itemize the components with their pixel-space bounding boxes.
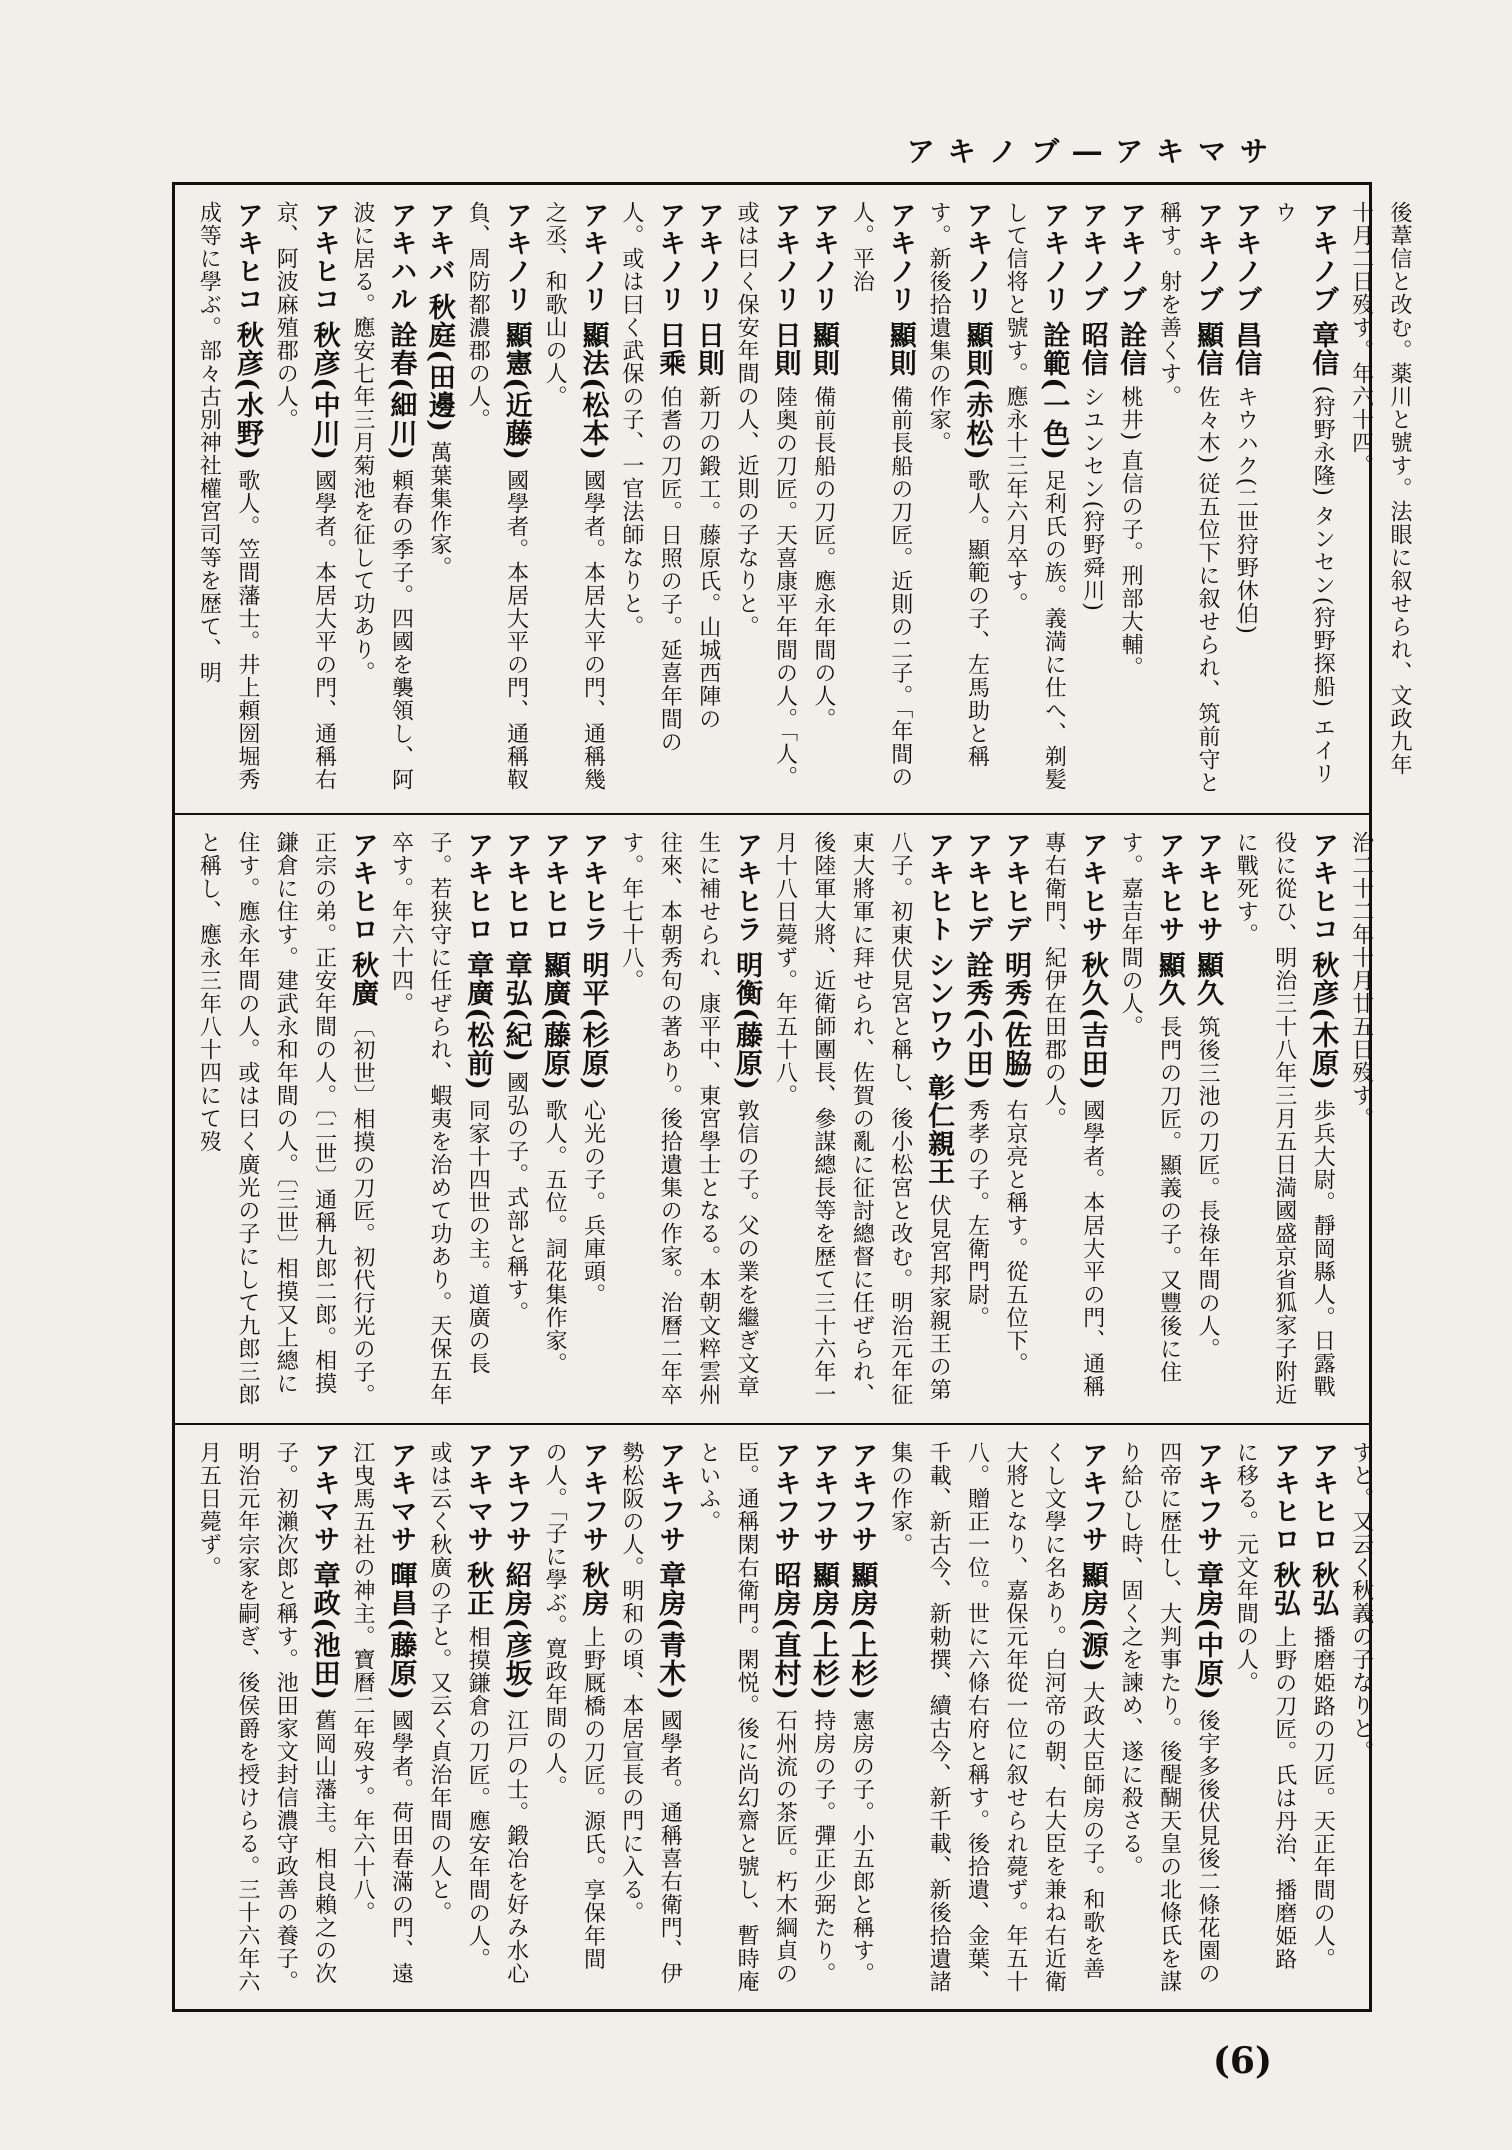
- entry: [919, 201, 996, 797]
- entry-body: 〔初世〕相摸の刀匠。初代行光の子。正宗の弟。正安年間の人。〔二世〕通稱九郎二郎。相摸鎌倉に住す。建武永和年間の人。〔三世〕相摸又上總に住す。應永年間の人。或は曰く廣光の子にして九郎三郎と稱し、應永三年八十四にて歿: [196, 831, 376, 1407]
- entry-kana: アキマサ: [308, 1441, 340, 1553]
- entry-name: 紹房(彦坂): [500, 1561, 532, 1701]
- entry-body: シユンセン(狩野舜川): [1079, 385, 1105, 612]
- entry: [535, 1441, 612, 1993]
- entry-name: 顯則: [807, 321, 839, 378]
- entry-kana: アキノリ: [807, 201, 839, 313]
- entry-name: 章房(中原): [1191, 1561, 1223, 1701]
- dictionary-column: [189, 831, 1380, 1407]
- entry-body: 足利氏の族。義満に仕へ、剃髪して信将と號す。應永十三年六月卒す。: [1002, 201, 1067, 792]
- entry-name: 顯則(赤松): [961, 321, 993, 461]
- entry-name: 章房(青木): [654, 1561, 686, 1701]
- entry: [343, 1441, 420, 1993]
- entry: [458, 201, 535, 797]
- entry-body: 陸奥の刀匠。天喜康平年間の人。「人。或は曰く保安年間の人、近則の子なりと。: [734, 201, 798, 789]
- entry-name: 日則: [769, 321, 801, 378]
- entry-body: 筑後三池の刀匠。長祿年間の人。: [1194, 1015, 1220, 1361]
- entry-name: 日乘: [654, 321, 686, 378]
- entry: [842, 1441, 880, 1993]
- entry: [496, 1441, 534, 1993]
- entry-kana: アキヒサ: [1076, 831, 1108, 943]
- entry-name: 章信: [1307, 321, 1339, 378]
- entry: [419, 1441, 496, 1993]
- entry-kana: アキハル: [385, 201, 417, 313]
- entry-body: 石州流の茶匠。朽木綱貞の臣。通稱閑右衛門。閑悦。後に尚幻齋と號し、暫時庵といふ。: [695, 1441, 798, 1993]
- entry-name: 明平(杉原): [577, 951, 609, 1091]
- entry-kana: アキノリ: [500, 201, 532, 313]
- entry-kana: アキヒデ: [999, 831, 1031, 943]
- entry: [611, 1441, 688, 1993]
- entry-name: 顯久: [1153, 951, 1185, 1008]
- entry: [1149, 201, 1226, 797]
- entry: [842, 201, 919, 797]
- entry-name: 詮信: [1115, 321, 1147, 378]
- dictionary-column: [189, 201, 1418, 797]
- entry-body: 秀孝の子。左衛門尉。: [964, 1099, 990, 1330]
- entry-kana: アキヒロ: [1268, 1441, 1300, 1553]
- entry-kana: アキヒロ: [462, 831, 494, 943]
- entry: [1226, 831, 1341, 1407]
- entry-name: 明衡(藤原): [731, 951, 763, 1091]
- entry-body: 伏見宮邦家親王の第八子。初東伏見宮と稱し、後小松宮と改む。明治元年征東大將軍に拜せられ、佐賀の亂に征討總督に任ぜられ、後陸軍大將、近衛師團長、參謀總長等を歴て三十六年一月十八日薨ず。年五十八。: [772, 831, 952, 1406]
- entry-kana: アキヒコ: [231, 201, 263, 313]
- entry-kana: アキヒロ: [500, 831, 532, 943]
- entry-body: 國弘の子。式部と稱す。: [503, 1071, 529, 1325]
- entry-body: 佐々木) 従五位下に叙せられ、筑前守と稱す。射を善くす。: [1156, 201, 1220, 795]
- entry-name: 顯法(松本): [577, 321, 609, 461]
- entry-body: 國學者。荷田春滿の門、遠江曳馬五社の神主。寶曆二年歿す。年六十八。: [350, 1441, 414, 1986]
- entry-body: 備前長船の刀匠。應永年間の人。: [810, 385, 836, 731]
- entry-name: 詮範(一色): [1038, 321, 1070, 461]
- entry-kana: アキヒト: [923, 831, 955, 943]
- entry: [1341, 831, 1379, 1407]
- running-head: アキノブ―アキマサ: [906, 135, 1282, 168]
- entry: [189, 201, 266, 797]
- entry-body: 國學者。本居大平の門、通稱靫負、周防都濃郡の人。: [465, 201, 529, 792]
- entry-kana: アキヒラ: [731, 831, 763, 943]
- entry-kana: アキヒデ: [961, 831, 993, 943]
- entry-body: 上野の刀匠。氏は丹治、播磨姫路に移る。元文年間の人。: [1233, 1441, 1297, 1971]
- entry-body: 後宇多後伏見後二條花園の四帝に歴仕し、大判事たり。後醍醐天皇の北條氏を謀り給ひし時、固く之を諫め、遂に殺さる。: [1118, 1441, 1220, 1993]
- entry-body: 相摸鎌倉の刀匠。應安年間の人。或は云く秋廣の子と。又云く貞治年間の人と。: [426, 1441, 491, 1971]
- entry-name: 昭房(直村): [769, 1561, 801, 1701]
- entry-name: 秋彦(木原): [1307, 951, 1339, 1091]
- entry-body: 心光の子。兵庫頭。: [580, 1099, 606, 1307]
- entry-body: 歌人。笠間藩士。井上頼圀堀秀成等に學ぶ。部々古別神社權宮司等を歴て、明: [196, 201, 260, 792]
- entry-kana: アキマサ: [462, 1441, 494, 1553]
- entry-name: 顯房(上杉): [807, 1561, 839, 1701]
- entry-kana: アキヒサ: [1191, 831, 1223, 943]
- entry-name: 秋彦(水野): [231, 321, 263, 461]
- entry-name: 顯久: [1191, 951, 1223, 1008]
- entry-body: すと。又云く秋義の子なりと。: [1348, 1441, 1374, 1763]
- entry-kana: アキマサ: [385, 1441, 417, 1553]
- entry-body: 同家十四世の主。道廣の長子。若狭守に任ぜられ、蝦夷を治めて功あり。天保五年卒す。年六十四。: [388, 831, 491, 1406]
- entry-kana: アキノブ: [1230, 201, 1262, 313]
- entry-kana: アキノリ: [961, 201, 993, 313]
- entry-name: 昌信: [1230, 321, 1262, 378]
- entry-name: 章廣(松前): [462, 951, 494, 1091]
- entry-body: 歌人。顯範の子、左馬助と稱す。新後拾遺集の作家。: [926, 201, 990, 769]
- entry: [1341, 201, 1418, 797]
- entry-body: 大政大臣師房の子。和歌を善くし文學に名あり。白河帝の朝、右大臣を兼ね右近衛大將となり、嘉保元年從一位に叙せられ薨ず。年五十八。贈正一位。世に六條右府と稱す。後拾遺、金葉、千載、新古今、新勅撰、續古今、新千載、新後拾遺諸集の作家。: [887, 1441, 1105, 1993]
- entry-body: (狩野永隆) タンセン(狩野探船) エイリウ: [1271, 201, 1336, 785]
- entry: [419, 201, 457, 797]
- entry-kana: アキノリ: [769, 201, 801, 313]
- entry-kana: アキフサ: [654, 1441, 686, 1553]
- entry: [189, 1441, 343, 1993]
- entry-kana: アキノブ: [1307, 201, 1339, 313]
- entry: [880, 1441, 1110, 1993]
- entry-kana: アキフサ: [807, 1441, 839, 1553]
- entry: [1034, 831, 1111, 1407]
- entry-body: 萬葉集作家。: [426, 441, 452, 580]
- entry: [765, 831, 957, 1407]
- entry-kana: アキフサ: [1191, 1441, 1223, 1553]
- entry-body: 播磨姫路の刀匠。天正年間の人。: [1310, 1625, 1336, 1971]
- entry-kana: アキヒロ: [347, 831, 379, 943]
- entry-name: 章政(池田): [308, 1561, 340, 1701]
- entry-name: シンワウ 彰仁親王: [923, 951, 955, 1186]
- entry: [1341, 1441, 1379, 1993]
- entry-body: 憲房の子。小五郎と稱す。: [849, 1709, 875, 1986]
- entry-name: 顯則: [884, 321, 916, 378]
- entry-body: 桃井) 直信の子。刑部大輔。: [1118, 385, 1144, 680]
- entry-name: 顯信: [1191, 321, 1223, 378]
- entry-body: 備前長船の刀匠。近則の二子。「年間の人。平治: [849, 201, 913, 789]
- tier-bottom: [175, 1425, 1374, 2009]
- tier-top: [175, 185, 1412, 815]
- entry-kana: アキバ: [423, 201, 455, 285]
- entry-body: 右京亮と稱す。從五位下。: [1002, 1099, 1028, 1376]
- entry-body: 持房の子。彈正少弼たり。: [810, 1709, 836, 1986]
- entry-kana: アキフサ: [769, 1441, 801, 1553]
- entry-name: 明秀(佐脇): [999, 951, 1031, 1091]
- entry: [343, 201, 420, 797]
- entry: [266, 201, 343, 797]
- page-number: (6): [1212, 2040, 1272, 2082]
- entry-name: 顯廣(藤原): [539, 951, 571, 1091]
- entry-kana: アキフサ: [577, 1441, 609, 1553]
- entry: [688, 201, 726, 797]
- entry-name: 顯房(上杉): [846, 1561, 878, 1701]
- entry-body: 敦信の子。父の業を繼ぎ文章生に補せられ、康平中、東宮學士となる。本朝文粹雲州往來、本朝秀句の著あり。後拾遺集の作家。治曆二年卒す。年七十八。: [618, 831, 760, 1406]
- entry: [957, 831, 995, 1407]
- entry-kana: アキヒロ: [539, 831, 571, 943]
- entry: [1226, 1441, 1303, 1993]
- entry: [1072, 201, 1110, 797]
- entry-body: 伯耆の刀匠。日照の子。延喜年間の人。或は曰く武保の子、一官法師なりと。: [618, 201, 683, 754]
- entry: [804, 1441, 842, 1993]
- entry: [996, 831, 1034, 1407]
- entry: [1111, 831, 1188, 1407]
- entry: [381, 831, 496, 1407]
- entry-name: 秋庭(田邊): [423, 293, 455, 433]
- entry-name: 顯房(源): [1076, 1561, 1108, 1673]
- entry: [1303, 1441, 1341, 1993]
- entry-kana: アキヒコ: [1307, 831, 1339, 943]
- entry: [1264, 201, 1341, 797]
- entry-kana: アキヒロ: [1307, 1441, 1339, 1553]
- entry-name: 詮春(細川): [385, 321, 417, 461]
- entry-body: 歩兵大尉。靜岡縣人。日露戰役に從ひ、明治三十八年三月五日満國盛京省狐家子附近に戰死す。: [1233, 831, 1336, 1406]
- entry: [727, 201, 804, 797]
- entry-body: 頼春の季子。四國を襲領し、阿波に居る。應安七年三月菊池を征して功あり。: [350, 201, 414, 792]
- entry: [996, 201, 1073, 797]
- entry-kana: アキノブ: [1076, 201, 1108, 313]
- entry-kana: アキノリ: [654, 201, 686, 313]
- entry-kana: アキノリ: [692, 201, 724, 313]
- entry-name: 秋弘: [1268, 1561, 1300, 1618]
- entry-body: 長門の刀匠。顯義の子。又豐後に住す。嘉吉年間の人。: [1118, 831, 1182, 1384]
- entry-kana: アキヒサ: [1153, 831, 1185, 943]
- entry-name: 昭信: [1076, 321, 1108, 378]
- entry-name: 秋弘: [1307, 1561, 1339, 1618]
- entry-name: 秋正: [462, 1561, 494, 1618]
- entry: [688, 1441, 803, 1993]
- entry-name: 秋彦(中川): [308, 321, 340, 461]
- entry-name: 秋廣: [347, 951, 379, 1008]
- entry-name: 詮秀(小田): [961, 951, 993, 1091]
- entry-body: 國學者。本居大平の門、通稱幾之丞、和歌山の人。: [542, 201, 606, 792]
- entry: [1188, 831, 1226, 1407]
- entry: [496, 831, 534, 1407]
- entry-name: 秋久(吉田): [1076, 951, 1108, 1091]
- entry-kana: アキノブ: [1191, 201, 1223, 313]
- entry-body: 治二十二年十月廿五日歿す。: [1348, 831, 1374, 1130]
- entry-kana: アキノリ: [577, 201, 609, 313]
- entry-kana: アキフサ: [500, 1441, 532, 1553]
- entry-kana: アキヒコ: [308, 201, 340, 313]
- dictionary-column: [189, 1441, 1380, 1993]
- entry-body: 上野厩橋の刀匠。源氏。享保年間の人。「子に學ぶ。寛政年間の人。: [542, 1441, 606, 1971]
- entry-body: 國學者。本居大平の門、通稱專右衛門、紀伊在田郡の人。: [1041, 831, 1105, 1399]
- page-frame: [172, 182, 1412, 2012]
- entry: [535, 831, 573, 1407]
- entry-body: 舊岡山藩主。相良賴之の次子。初瀨次郎と稱す。池田家文封信濃守政善の養子。明治元年宗家を嗣ぎ、後侯爵を授けらる。三十六年六月五日薨ず。: [196, 1441, 337, 1993]
- entry: [189, 831, 381, 1407]
- entry: [573, 831, 611, 1407]
- tier-middle: [175, 815, 1374, 1425]
- entry-body: 新刀の鍛工。藤原氏。山城西陣の: [695, 385, 721, 731]
- entry-name: 日則: [692, 321, 724, 378]
- entry-name: 秋房: [577, 1561, 609, 1618]
- entry-body: 國學者。通稱喜右衛門、伊勢松阪の人。明和の頃、本居宣長の門に入る。: [618, 1441, 683, 1986]
- entry: [1111, 1441, 1226, 1993]
- entry: [611, 201, 688, 797]
- entry: [1226, 201, 1264, 797]
- entry: [804, 201, 842, 797]
- entry: [1111, 201, 1149, 797]
- entry-body: 歌人。五位。詞花集作家。: [542, 1099, 568, 1376]
- entry-body: キウハク(二世狩野休伯): [1233, 385, 1259, 635]
- entry-kana: アキヒラ: [577, 831, 609, 943]
- entry-body: 後葦信と改む。薬川と號す。法眼に叙せられ、文政九年十月二日歿す。年六十四。: [1348, 201, 1412, 776]
- entry-name: 暉昌(藤原): [385, 1561, 417, 1701]
- entry-kana: アキノブ: [1115, 201, 1147, 313]
- entry-body: 江戸の士。鍛冶を好み水心: [503, 1709, 529, 1986]
- entry-kana: アキノリ: [1038, 201, 1070, 313]
- entry-kana: アキフサ: [1076, 1441, 1108, 1553]
- entry: [535, 201, 612, 797]
- entry-name: 顯憲(近藤): [500, 321, 532, 461]
- entry-kana: アキフサ: [846, 1441, 878, 1553]
- entry-body: 國學者。本居大平の門、通稱右京、阿波麻殖郡の人。: [273, 201, 337, 792]
- entry-kana: アキノリ: [884, 201, 916, 313]
- entry: [611, 831, 765, 1407]
- entry-name: 章弘(紀): [500, 951, 532, 1063]
